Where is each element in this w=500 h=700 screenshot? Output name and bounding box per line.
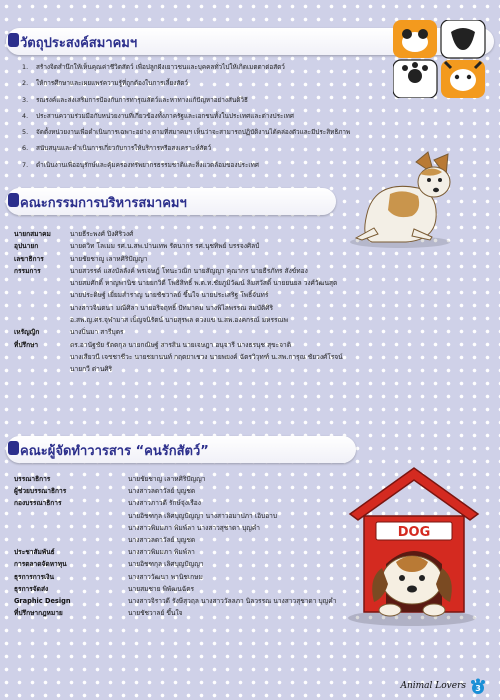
committee-row: เหรัญญิก นางปิ่นมา สารีบุตร	[14, 328, 124, 337]
committee-row: ที่ปรึกษา ดร.อานัฐชัย รัตตกุล นายกณิษฐ์ สารสิน นายเจษฎา อนุจารี นางธรนุช สุขะจาติ นางเสียวนี เจชชาชีวะ นายชยานนท์ กฤตยาเชวง นายพยงค์ ฉัตรวิวุทฑ์ น.สพ.การุณ ชัยวงศ์โรจน์ นายกวี ด่านศิริ	[14, 340, 343, 374]
staff-row: ผู้ช่วยบรรณาธิการ นางสาวลดาวัลย์ บุญชด	[14, 487, 196, 496]
footer-brand: Animal Lovers	[400, 681, 466, 691]
staff-header-bar	[6, 436, 356, 463]
objective-item: 6. สนับสนุนและดำเนินการเกี่ยวกับการให้บริการหรือสงเคราะห์สัตว์	[22, 144, 212, 153]
association-logo-icon	[393, 20, 487, 98]
staff-row: ประชาสัมพันธ์ นางสาวพิมมภา พิมพ์ลา	[14, 548, 195, 557]
objectives-title: วัตถุประสงค์สมาคมฯ	[20, 36, 138, 51]
staff-row: Graphic Design นางสาวจิราวดี รังษีสุวฤล นางสาววัลลภา นิลวรรณ นางสาวสุชาดา บุญคำ	[14, 597, 337, 606]
staff-title: คณะผู้จัดทำวารสาร “คนรักสัตว์”	[20, 444, 209, 459]
objective-item: 3. รณรงค์และส่งเสริมการป้องกันการทารุณสัตว์และหาทางแก้ปัญหาอย่างสันติวิธี	[22, 95, 248, 104]
objective-item: 7. ดำเนินงานเพื่ออนุรักษ์และคุ้มครองทรัพยากรธรรมชาติและสิ่งแวดล้อมของประเทศ	[22, 160, 259, 169]
staff-row: ที่ปรึกษากฎหมาย นายชัชวาลย์ ขึ้นใจ	[14, 609, 183, 618]
staff-row: บรรณาธิการ นายชัยชาญ เลาหศิริปัญญา	[14, 475, 206, 483]
paw-page-number-icon	[470, 678, 486, 694]
committee-row: กรรมการ นายสวรรค์ แสงบัลลังค์ พรเจษฎ์ โทนะวณิก นายสัญญา คุณากร นายธีรภัทร สังข์ทอง นายสมศักดิ์ หาญพานิช นายยกวิตี โพธิสิทธิ์ พ.ต.ท.ชัยภูมิวัฒน์ ลิมสวัสดิ์ นายยนยล วงศ์วัฒนสุต นายประดิษฐ์ เยี่ยมสำราญ นายชัชวาลย์ ขึ้นใจ นายประเสริฐ โพธิ์จันทร์ นางสาวจินตนา มณีศิลา นายอริจฤทธิ์ ปัทมาคม นางพิไลพรรณ สมบัติศิริ อ.สพ.ญ.ศร.จุฬามาส เบ็ญจนิรัตน์ นายสุรพล ดวงแข น.สพ.องคกรณ์ มหรรณพ	[14, 266, 338, 325]
staff-row: ธุรการการเงิน นางสาววัฒนา พานิชเกษม	[14, 572, 203, 581]
committee-row: นายกสมาคม นายธีระพงศ์ ปิงศิริวงศ์	[14, 230, 134, 238]
committee-header-bar	[6, 188, 336, 215]
objective-item: 2. ให้การศึกษาและเผยแพร่ความรู้ที่ถูกต้องในการเลี้ยงสัตว์	[22, 79, 188, 88]
paw-bullet-icon	[8, 441, 19, 455]
staff-row: ธุรการจัดส่ง นายสมชาย พิพัฒนฉัตร	[14, 584, 195, 593]
committee-title: คณะกรรมการบริหารสมาคมฯ	[20, 196, 187, 211]
committee-list	[14, 228, 484, 376]
objective-item: 5. จัดตั้งหน่วยงานเพื่อดำเนินการเฉพาะอย่าง ตามที่สมาคมฯ เห็นว่าจะสามารถปฏิบัติงานได้คล่องตัวและมีประสิทธิภาพ	[22, 128, 351, 137]
staff-list	[14, 473, 374, 619]
doghouse-sign: DOG	[397, 525, 431, 540]
committee-row: เลขาธิการ นายชัยชาญู เลาหศิริปัญญา	[14, 254, 148, 263]
paw-bullet-icon	[8, 193, 19, 207]
page-number: 3	[475, 684, 481, 693]
objective-item: 1. สร้างจิตสำนึกให้เห็นคุณค่าชีวิตสัตว์ เพื่อปลูกฝังเยาวชนและบุคคลทั่วไปให้เกิดเมตตาต่อสัตว์	[22, 63, 285, 71]
staff-row: กองบรรณาธิการ นางสาวภาวดี รักษ์จุ่งเรือง นายอิชฑกุล เลิศบุญปัญญา นางสาวอมาปภา เอิบอาบ นางสาวพิมมภา พิมพ์ลา นางสาวสุชาดา บุญคำ นางสาวลดาวัลย์ บุญชด	[14, 499, 278, 545]
committee-row: อุปนายก นายดวิท โลเมม รศ.น.สพ.ปานเทพ รัตนากร รศ.นุชทิพย์ บรรจงศิลป์	[14, 242, 260, 251]
objective-item: 4. ประสานความร่วมมือกับหน่วยงานที่เกี่ยวข้องทั้งภาครัฐและเอกชนทั้งในประเทศและต่างประเทศ	[22, 111, 294, 120]
staff-row: การตลาดจัดหาทุน นายอิชฑกุล เลิศบุญปัญญา	[14, 560, 204, 569]
paw-bullet-icon	[8, 33, 19, 47]
objectives-list	[22, 62, 384, 176]
